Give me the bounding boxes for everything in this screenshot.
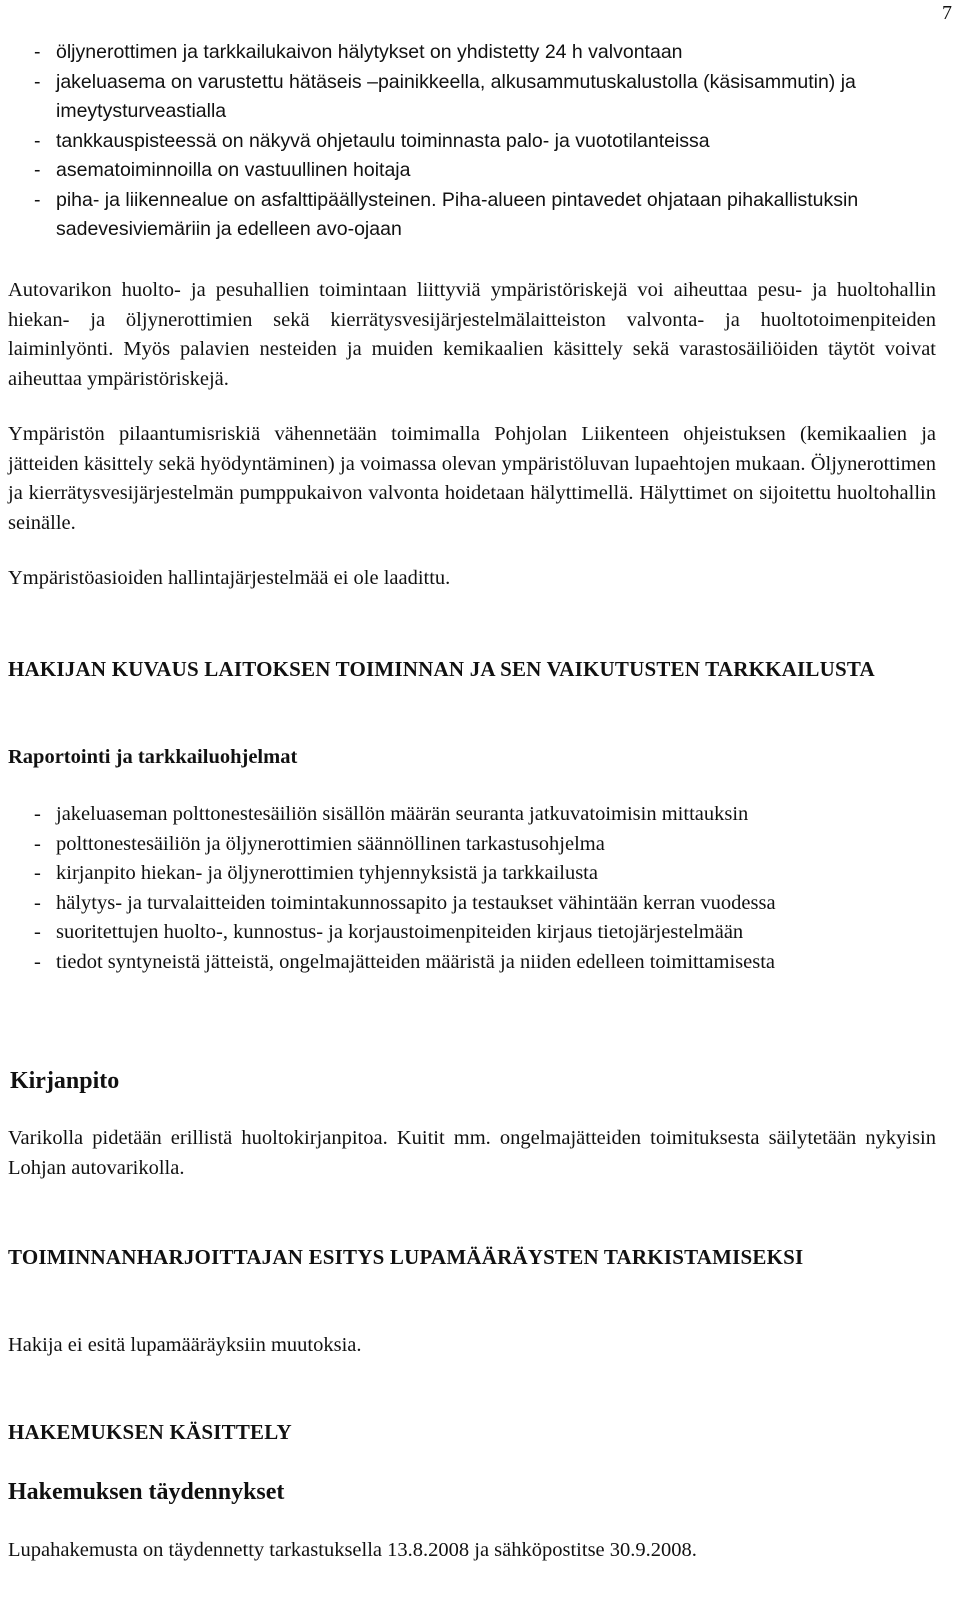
subheading-bookkeeping: Kirjanpito xyxy=(10,1068,120,1094)
section-heading-processing: HAKEMUKSEN KÄSITTELY xyxy=(8,1420,292,1444)
intro-list xyxy=(8,38,936,245)
paragraph-bookkeeping: Varikolla pidetään erillistä huoltokirjanpitoa. Kuitit mm. ongelmajätteiden toimituksesta säilytetään nykyisin Lohjan autovarikolla. xyxy=(8,1127,936,1179)
list-item: - tiedot syntyneistä jätteistä, ongelmajätteiden määristä ja niiden edelleen toimittamisesta xyxy=(8,948,936,978)
list-item: - kirjanpito hiekan- ja öljynerottimien tyhjennyksistä ja tarkkailusta xyxy=(8,859,936,889)
subheading-reporting: Raportointi ja tarkkailuohjelmat xyxy=(8,746,298,768)
paragraph-proposal: Hakija ei esitä lupamääräyksiin muutoksia. xyxy=(8,1334,362,1356)
intro-list-block xyxy=(8,38,936,245)
list-item: - piha- ja liikennealue on asfalttipäällysteinen. Piha-alueen pintavedet ohjataan pihakallistuksin sadevesiviemäriin ja edelleen avo-ojaan xyxy=(8,186,936,245)
paragraph-reduction: Ympäristön pilaantumisriskiä vähennetään toimimalla Pohjolan Liikenteen ohjeistuksen (kemikaalien ja jätteiden käsittely sekä hyödyntäminen) ja voimassa olevan ympäristöluvan lupaehtojen mukaan. Öljynerottimen ja kierrätysvesijärjestelmän pumppukaivon valvonta hoidetaan hälyttimellä. Hälyttimet on sijoitettu huoltohallin seinälle. xyxy=(8,423,936,534)
subheading-supplements: Hakemuksen täydennykset xyxy=(8,1479,285,1505)
section-heading-monitoring: HAKIJAN KUVAUS LAITOKSEN TOIMINNAN JA SEN VAIKUTUSTEN TARKKAILUSTA xyxy=(8,657,875,681)
list-item: - jakeluaseman polttonestesäiliön sisällön määrän seuranta jatkuvatoimisin mittauksin xyxy=(8,800,936,830)
paragraph-supplements: Lupahakemusta on täydennetty tarkastuksella 13.8.2008 ja sähköpostitse 30.9.2008. xyxy=(8,1539,697,1561)
list-item: - öljynerottimen ja tarkkailukaivon hälytykset on yhdistetty 24 h valvontaan xyxy=(8,38,936,68)
list-item: - polttonestesäiliön ja öljynerottimien säännöllinen tarkastusohjelma xyxy=(8,830,936,860)
monitoring-list xyxy=(8,800,936,977)
section-heading-proposal: TOIMINNANHARJOITTAJAN ESITYS LUPAMÄÄRÄYSTEN TARKISTAMISEKSI xyxy=(8,1245,804,1269)
list-item: - hälytys- ja turvalaitteiden toimintakunnossapito ja testaukset vähintään kerran vuodessa xyxy=(8,889,936,919)
monitoring-list-block xyxy=(8,800,936,977)
page-number: 7 xyxy=(942,2,952,24)
list-item: - asematoiminnoilla on vastuullinen hoitaja xyxy=(8,156,936,186)
list-item: - jakeluasema on varustettu hätäseis –painikkeella, alkusammutuskalustolla (käsisammutin) ja imeytysturveastialla xyxy=(8,68,936,127)
list-item: - suoritettujen huolto-, kunnostus- ja korjaustoimenpiteiden kirjaus tietojärjestelmään xyxy=(8,918,936,948)
paragraph-management: Ympäristöasioiden hallintajärjestelmää ei ole laadittu. xyxy=(8,567,451,589)
list-item: - tankkauspisteessä on näkyvä ohjetaulu toiminnasta palo- ja vuototilanteissa xyxy=(8,127,936,157)
paragraph-risks: Autovarikon huolto- ja pesuhallien toimintaan liittyviä ympäristöriskejä voi aiheuttaa pesu- ja huoltohallin hiekan- ja öljynerottimien sekä kierrätysvesijärjestelmälaitteiston valvonta- ja huoltotoimenpiteiden laiminlyönti. Myös palavien nesteiden ja muiden kemikaalien käsittely sekä varastosäiliöiden täytöt voivat aiheuttaa ympäristöriskejä. xyxy=(8,279,936,390)
